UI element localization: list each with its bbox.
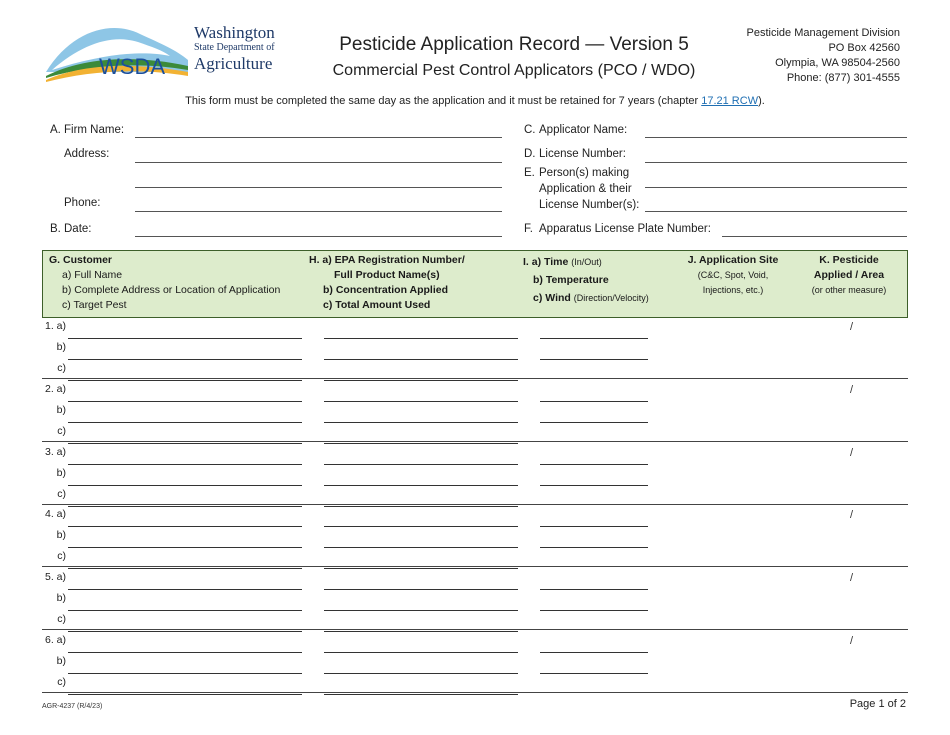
firm-name-label: Firm Name: (64, 124, 125, 136)
license-number-label: License Number: (539, 148, 626, 160)
row-6-customer-line-3[interactable] (68, 694, 302, 695)
row-5-product-line-2[interactable] (324, 610, 518, 611)
date-label: Date: (64, 223, 92, 235)
row-6-separator (42, 692, 908, 693)
persons-field-line-1[interactable] (645, 187, 907, 188)
applicator-name-label: Applicator Name: (539, 124, 628, 136)
field-a-letter: A. (50, 124, 61, 136)
persons-field-line-2[interactable] (645, 211, 907, 212)
col-k-title-1: K. Pesticide (819, 254, 879, 266)
row-6-product-line-2[interactable] (324, 673, 518, 674)
row-2-label-c: c) (57, 424, 66, 437)
row-1-product-line-1[interactable] (324, 338, 518, 339)
column-header-band (42, 250, 908, 318)
row-6-area-slash[interactable]: / (850, 635, 854, 647)
notice-text-end: ). (758, 95, 765, 107)
row-6-label-b: b) (56, 655, 66, 667)
row-4-area-slash[interactable]: / (850, 509, 854, 522)
row-1-customer-line-1[interactable] (68, 338, 302, 339)
row-3-separator (42, 504, 908, 505)
row-2-product-line-3[interactable] (324, 443, 518, 444)
row-1-customer-line-3[interactable] (68, 380, 302, 381)
row-6-product-line-1[interactable] (324, 652, 518, 653)
row-4-label-num: 4. a) (44, 508, 66, 521)
row-3-time-line-1[interactable] (540, 464, 648, 465)
retention-notice (0, 95, 950, 107)
row-3-customer-line-3[interactable] (68, 506, 302, 507)
address-field-line-1[interactable] (135, 162, 502, 163)
col-g-header (49, 253, 280, 313)
row-5-label-b: b) (56, 592, 66, 605)
phone-label: Phone: (64, 197, 101, 209)
col-k-note: (or other measure) (811, 285, 887, 295)
form-id: AGR-4237 (R/4/23) (42, 703, 103, 710)
persons-label-3: License Number(s): (539, 199, 640, 211)
row-6-time-line-2[interactable] (540, 673, 648, 674)
address-label: Address: (64, 148, 110, 160)
notice-text: This form must be completed the same day as the application and it must be retained for 7 years (chapter (185, 95, 702, 107)
row-5-customer-line-1[interactable] (68, 589, 302, 590)
logo-wordmark: WSDA (99, 54, 165, 79)
row-4-customer-line-3[interactable] (68, 568, 302, 569)
logo-line-state-dept: State Department of (194, 42, 275, 53)
row-2-time-line-1[interactable] (540, 401, 648, 402)
col-h-title-1: H. a) EPA Registration Number/ (309, 254, 465, 266)
col-g-a: a) Full Name (62, 269, 123, 281)
col-k-header (791, 253, 907, 298)
row-3-area-slash[interactable]: / (850, 446, 854, 459)
col-j-note-1: (C&C, Spot, Void, (697, 270, 769, 280)
row-4-product-line-3[interactable] (324, 568, 518, 569)
field-f-letter: F. (524, 223, 533, 235)
row-2-separator (42, 441, 908, 442)
row-5-time-line-1[interactable] (540, 589, 648, 590)
row-2-customer-line-1[interactable] (68, 401, 302, 402)
col-i-header (523, 253, 649, 307)
row-1-area-slash[interactable]: / (850, 321, 854, 333)
applicator-name-field[interactable] (645, 137, 907, 138)
persons-label-1: Person(s) making (539, 167, 630, 179)
row-2-label-b: b) (56, 403, 66, 416)
col-i-b: b) Temperature (533, 274, 609, 286)
col-i-c: c) Wind (533, 292, 571, 304)
row-2-area-slash[interactable]: / (850, 383, 854, 396)
row-4-product-line-2[interactable] (324, 547, 518, 548)
col-j-title: J. Application Site (687, 254, 779, 266)
row-5-separator (42, 629, 908, 630)
address-phone: Phone: (877) 301-4555 (786, 72, 900, 84)
col-i-a: I. a) Time (523, 256, 569, 268)
row-4-customer-line-2[interactable] (68, 547, 302, 548)
col-h-header (309, 253, 465, 313)
plate-number-field[interactable] (722, 236, 907, 237)
plate-number-label: Apparatus License Plate Number: (539, 223, 711, 235)
form-subtitle: Commercial Pest Control Applicators (PCO / WDO) (332, 62, 696, 79)
row-2-customer-line-3[interactable] (68, 443, 302, 444)
row-3-customer-line-2[interactable] (68, 485, 302, 486)
row-6-product-line-3[interactable] (324, 694, 518, 695)
row-5-label-c: c) (57, 613, 66, 626)
row-2-product-line-2[interactable] (324, 422, 518, 423)
col-h-title-2: Full Product Name(s) (334, 269, 440, 281)
row-4-separator (42, 566, 908, 567)
row-2-product-line-1[interactable] (324, 401, 518, 402)
row-4-label-c: c) (57, 550, 66, 563)
row-6-time-line-1[interactable] (540, 652, 648, 653)
row-5-customer-line-3[interactable] (68, 631, 302, 632)
phone-field[interactable] (135, 211, 502, 212)
col-j-header (673, 253, 793, 298)
col-j-note-2: Injections, etc.) (702, 285, 764, 295)
row-3-customer-line-1[interactable] (68, 464, 302, 465)
row-1-product-line-2[interactable] (324, 359, 518, 360)
row-5-product-line-3[interactable] (324, 631, 518, 632)
logo-text (194, 24, 294, 74)
row-4-label-b: b) (56, 529, 66, 542)
row-4-customer-line-1[interactable] (68, 526, 302, 527)
row-2-time-line-2[interactable] (540, 422, 648, 423)
page-number: Page 1 of 2 (849, 698, 906, 710)
row-1-separator (42, 378, 908, 379)
row-3-label-c: c) (57, 487, 66, 500)
col-g-b: b) Complete Address or Location of Application (62, 284, 281, 296)
form-title: Pesticide Application Record — Version 5 (339, 34, 689, 55)
address-field-line-2[interactable] (135, 187, 502, 188)
row-3-label-num: 3. a) (44, 445, 66, 458)
row-1-product-line-3[interactable] (324, 380, 518, 381)
logo-line-washington: Washington (194, 23, 275, 42)
col-i-a-note: (In/Out) (571, 257, 602, 267)
col-i-c-note: (Direction/Velocity) (573, 293, 649, 303)
col-g-title: G. Customer (49, 254, 113, 266)
firm-name-field[interactable] (135, 137, 502, 138)
row-6-customer-line-2[interactable] (68, 673, 302, 674)
wsda-logo (42, 20, 292, 84)
row-1-customer-line-2[interactable] (68, 359, 302, 360)
row-3-label-b: b) (56, 466, 66, 479)
row-4-time-line-1[interactable] (540, 526, 648, 527)
row-5-product-line-1[interactable] (324, 589, 518, 590)
field-b-letter: B. (50, 223, 61, 235)
col-h-b: b) Concentration Applied (323, 284, 449, 296)
field-e-letter: E. (524, 167, 535, 179)
row-4-time-line-2[interactable] (540, 547, 648, 548)
row-3-product-line-1[interactable] (324, 464, 518, 465)
row-3-time-line-2[interactable] (540, 485, 648, 486)
row-5-label-num: 5. a) (44, 571, 66, 584)
row-3-product-line-3[interactable] (324, 506, 518, 507)
col-g-c: c) Target Pest (62, 299, 127, 311)
row-5-time-line-2[interactable] (540, 610, 648, 611)
date-field[interactable] (135, 236, 502, 237)
logo-line-agriculture: Agriculture (194, 54, 273, 73)
field-d-letter: D. (524, 148, 536, 160)
row-5-area-slash[interactable]: / (850, 572, 854, 585)
row-5-customer-line-2[interactable] (68, 610, 302, 611)
row-1-label-c: c) (57, 362, 66, 374)
row-1-time-line-2[interactable] (540, 359, 648, 360)
address-line-1: Pesticide Management Division (746, 27, 900, 39)
address-line-3: Olympia, WA 98504-2560 (775, 57, 900, 69)
rcw-link[interactable]: 17.21 RCW (701, 95, 759, 107)
row-6-customer-line-1[interactable] (68, 652, 302, 653)
row-3-product-line-2[interactable] (324, 485, 518, 486)
field-c-letter: C. (524, 124, 536, 136)
row-1-time-line-1[interactable] (540, 338, 648, 339)
row-1-label-num: 1. a) (44, 320, 66, 332)
persons-label-2: Application & their (539, 183, 632, 195)
row-6-label-num: 6. a) (44, 634, 66, 646)
row-4-product-line-1[interactable] (324, 526, 518, 527)
row-1-label-b: b) (56, 341, 66, 353)
col-k-title-2: Applied / Area (813, 269, 885, 281)
address-line-2: PO Box 42560 (828, 42, 900, 54)
row-2-customer-line-2[interactable] (68, 422, 302, 423)
license-number-field[interactable] (645, 162, 907, 163)
col-h-c: c) Total Amount Used (323, 299, 431, 311)
division-address (747, 26, 900, 86)
row-2-label-num: 2. a) (44, 382, 66, 395)
row-6-label-c: c) (57, 676, 66, 688)
